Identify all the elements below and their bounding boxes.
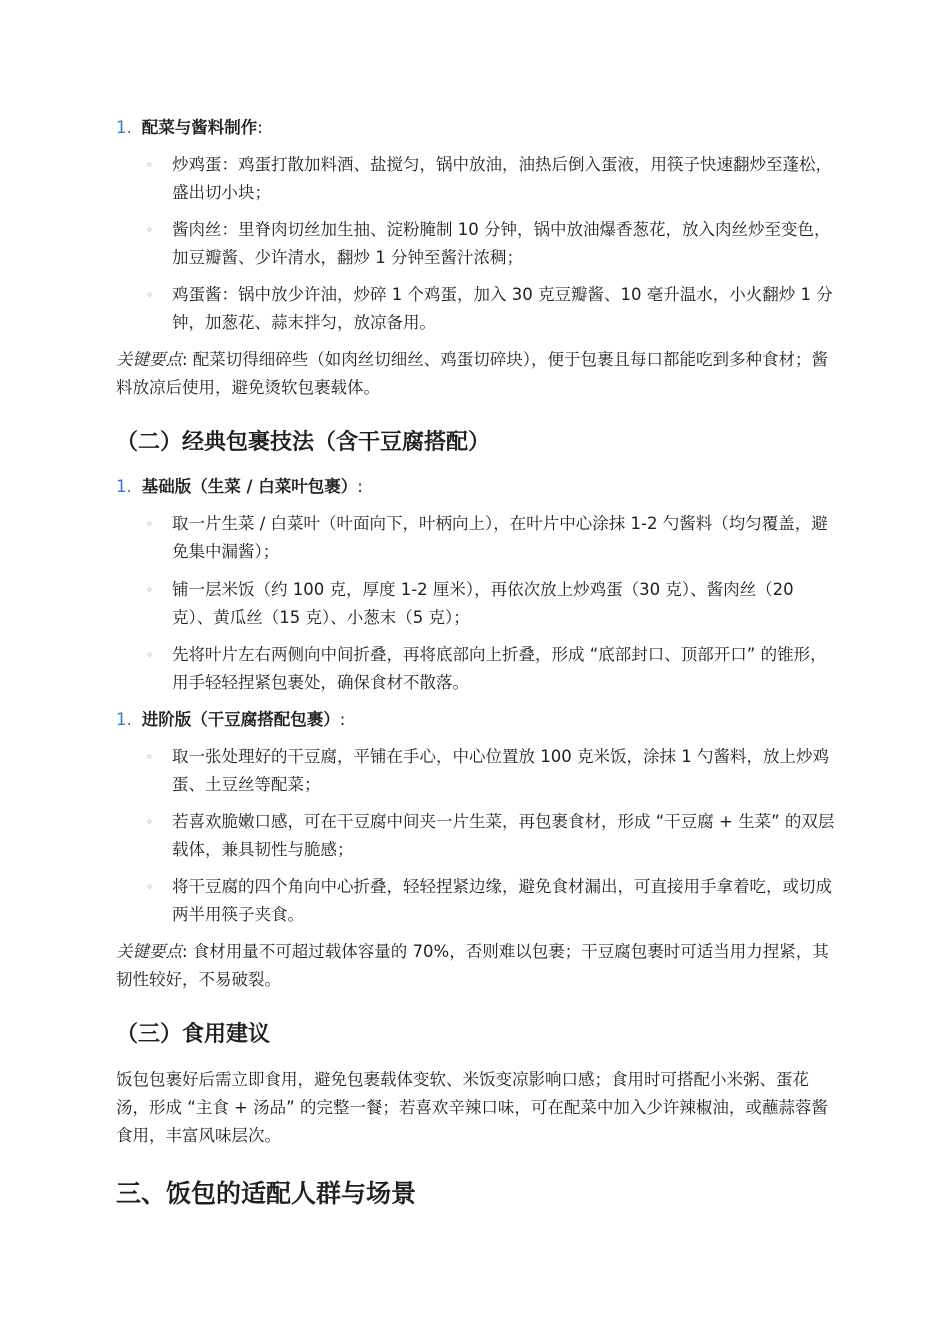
list-item: 若喜欢脆嫩口感，可在干豆腐中间夹一片生菜，再包裹食材，形成 “干豆腐 + 生菜” 的双层载体，兼具韧性与脆感； bbox=[172, 812, 835, 859]
list-title: 配菜与酱料制作 bbox=[141, 118, 258, 137]
key-point-label: 关键要点 bbox=[116, 350, 182, 369]
list-header-advanced bbox=[116, 706, 836, 734]
list-title: 进阶版（干豆腐搭配包裹） bbox=[141, 710, 340, 729]
list-item: 先将叶片左右两侧向中间折叠，再将底部向上折叠，形成 “底部封口、顶部开口” 的锥形，用手轻轻捏紧包裹处，确保食材不散落。 bbox=[172, 645, 827, 692]
list-number: 1. bbox=[116, 710, 132, 729]
list-item: 炒鸡蛋：鸡蛋打散加料酒、盐搅匀，锅中放油，油热后倒入蛋液，用筷子快速翻炒至蓬松，盛出切小块； bbox=[172, 155, 832, 202]
suggestion-paragraph: 饭包包裹好后需立即食用，避免包裹载体变软、米饭变凉影响口感；食用时可搭配小米粥、蛋花汤，形成 “主食 + 汤品” 的完整一餐；若喜欢辛辣口味，可在配菜中加入少许辣椒油，或蘸蒜蓉酱食用，丰富风味层次。 bbox=[116, 1070, 828, 1145]
key-point-text: : 配菜切得细碎些（如肉丝切细丝、鸡蛋切碎块），便于包裹且每口都能吃到多种食材；酱料放凉后使用，避免烫软包裹载体。 bbox=[116, 350, 829, 397]
list-item: 取一片生菜 / 白菜叶（叶面向下，叶柄向上），在叶片中心涂抹 1-2 勺酱料（均匀覆盖，避免集中漏酱）； bbox=[172, 514, 828, 561]
bullet-icon: ◦ bbox=[146, 815, 154, 829]
bullet-icon: ◦ bbox=[146, 288, 154, 302]
bullet-icon: ◦ bbox=[146, 648, 154, 662]
list-number: 1. bbox=[116, 118, 132, 137]
key-point-paragraph bbox=[116, 346, 836, 402]
list-item: 酱肉丝：里脊肉切丝加生抽、淀粉腌制 10 分钟，锅中放油爆香葱花，放入肉丝炒至变色，加豆瓣酱、少许清水，翻炒 1 分钟至酱汁浓稠； bbox=[172, 220, 831, 267]
section-heading-techniques: （二）经典包裹技法（含干豆腐搭配） bbox=[116, 430, 491, 455]
list-header-basic bbox=[116, 473, 836, 501]
list-item: 将干豆腐的四个角向中心折叠，轻轻捏紧边缘，避免食材漏出，可直接用手拿着吃，或切成两半用筷子夹食。 bbox=[172, 877, 832, 924]
chapter-heading: 三、饭包的适配人群与场景 bbox=[116, 1179, 417, 1208]
list-number: 1. bbox=[116, 477, 132, 496]
list-colon: : bbox=[257, 118, 263, 137]
key-point-text: : 食材用量不可超过载体容量的 70%，否则难以包裹；干豆腐包裹时可适当用力捏紧，其韧性较好，不易破裂。 bbox=[116, 942, 829, 989]
list-item: 取一张处理好的干豆腐，平铺在手心，中心位置放 100 克米饭，涂抹 1 勺酱料，放上炒鸡蛋、土豆丝等配菜； bbox=[172, 747, 829, 794]
bullet-icon: ◦ bbox=[146, 517, 154, 531]
list-title: 基础版（生菜 / 白菜叶包裹） bbox=[141, 477, 358, 496]
bullet-icon: ◦ bbox=[146, 223, 154, 237]
key-point-paragraph bbox=[116, 938, 836, 994]
key-point-label: 关键要点 bbox=[116, 942, 182, 961]
bullet-icon: ◦ bbox=[146, 750, 154, 764]
bullet-icon: ◦ bbox=[146, 158, 154, 172]
list-header-ingredients bbox=[116, 114, 836, 142]
list-item: 鸡蛋酱：锅中放少许油，炒碎 1 个鸡蛋，加入 30 克豆瓣酱、10 毫升温水，小火翻炒 1 分钟，加葱花、蒜末拌匀，放凉备用。 bbox=[172, 285, 833, 332]
list-item: 铺一层米饭（约 100 克，厚度 1-2 厘米），再依次放上炒鸡蛋（30 克）、酱肉丝（20 克）、黄瓜丝（15 克）、小葱末（5 克）； bbox=[172, 580, 794, 627]
bullet-icon: ◦ bbox=[146, 880, 154, 894]
section-heading-suggestions: （三）食用建议 bbox=[116, 1022, 271, 1047]
bullet-icon: ◦ bbox=[146, 583, 154, 597]
list-colon: : bbox=[339, 710, 346, 729]
list-colon: : bbox=[357, 477, 363, 496]
